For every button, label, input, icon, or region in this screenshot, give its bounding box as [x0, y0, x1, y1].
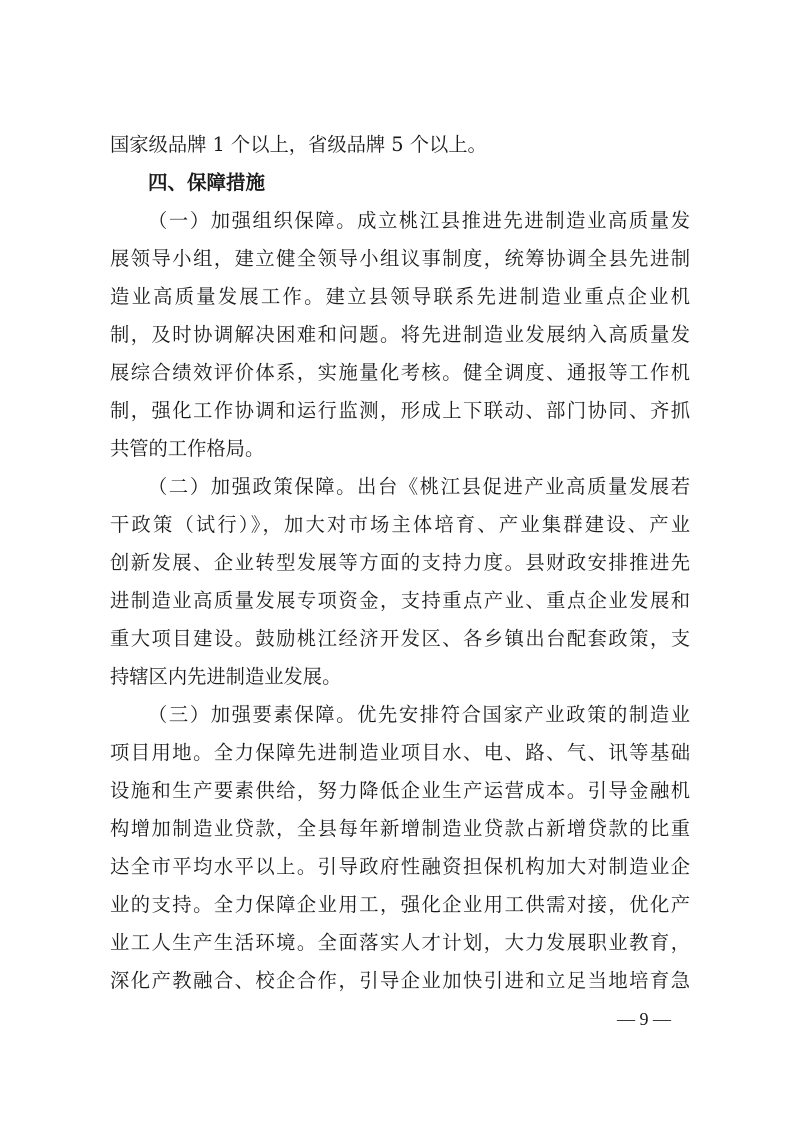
text-line: 深化产教融合、校企合作，引导企业加快引进和立足当地培育急: [110, 969, 690, 992]
section-heading: 四、保障措施: [148, 171, 266, 194]
text-line: 展领导小组，建立健全领导小组议事制度，统筹协调全县先进制: [110, 247, 690, 270]
text-line: 国家级品牌 1 个以上，省级品牌 5 个以上。: [110, 133, 487, 156]
text-line: 制，及时协调解决困难和问题。将先进制造业发展纳入高质量发: [110, 323, 690, 346]
text-line: 制，强化工作协调和运行监测，形成上下联动、部门协同、齐抓: [110, 399, 690, 422]
text-line: 创新发展、企业转型发展等方面的支持力度。县财政安排推进先: [110, 551, 690, 574]
text-line: 设施和生产要素供给，努力降低企业生产运营成本。引导金融机: [110, 779, 690, 802]
paragraph-start-line: （三）加强要素保障。优先安排符合国家产业政策的制造业: [148, 703, 690, 726]
text-line: 共管的工作格局。: [110, 437, 265, 460]
text-line: 进制造业高质量发展专项资金，支持重点产业、重点企业发展和: [110, 589, 690, 612]
paragraph-start-line: （一）加强组织保障。成立桃江县推进先进制造业高质量发: [148, 209, 690, 232]
text-line: 造业高质量发展工作。建立县领导联系先进制造业重点企业机: [110, 285, 690, 308]
text-line: 构增加制造业贷款，全县每年新增制造业贷款占新增贷款的比重: [110, 817, 690, 840]
text-line: 展综合绩效评价体系，实施量化考核。健全调度、通报等工作机: [110, 361, 690, 384]
text-line: 业工人生产生活环境。全面落实人才计划，大力发展职业教育，: [110, 931, 690, 954]
text-line: 干政策（试行）》，加大对市场主体培育、产业集群建设、产业: [110, 513, 690, 536]
text-line: 项目用地。全力保障先进制造业项目水、电、路、气、讯等基础: [110, 741, 690, 764]
page-number: — 9 —: [617, 1009, 671, 1029]
text-line: 持辖区内先进制造业发展。: [110, 665, 342, 688]
text-line: 重大项目建设。鼓励桃江经济开发区、各乡镇出台配套政策，支: [110, 627, 690, 650]
text-line: 业的支持。全力保障企业用工，强化企业用工供需对接，优化产: [110, 893, 690, 916]
text-line: 达全市平均水平以上。引导政府性融资担保机构加大对制造业企: [110, 855, 690, 878]
paragraph-start-line: （二）加强政策保障。出台《桃江县促进产业高质量发展若: [148, 475, 690, 498]
